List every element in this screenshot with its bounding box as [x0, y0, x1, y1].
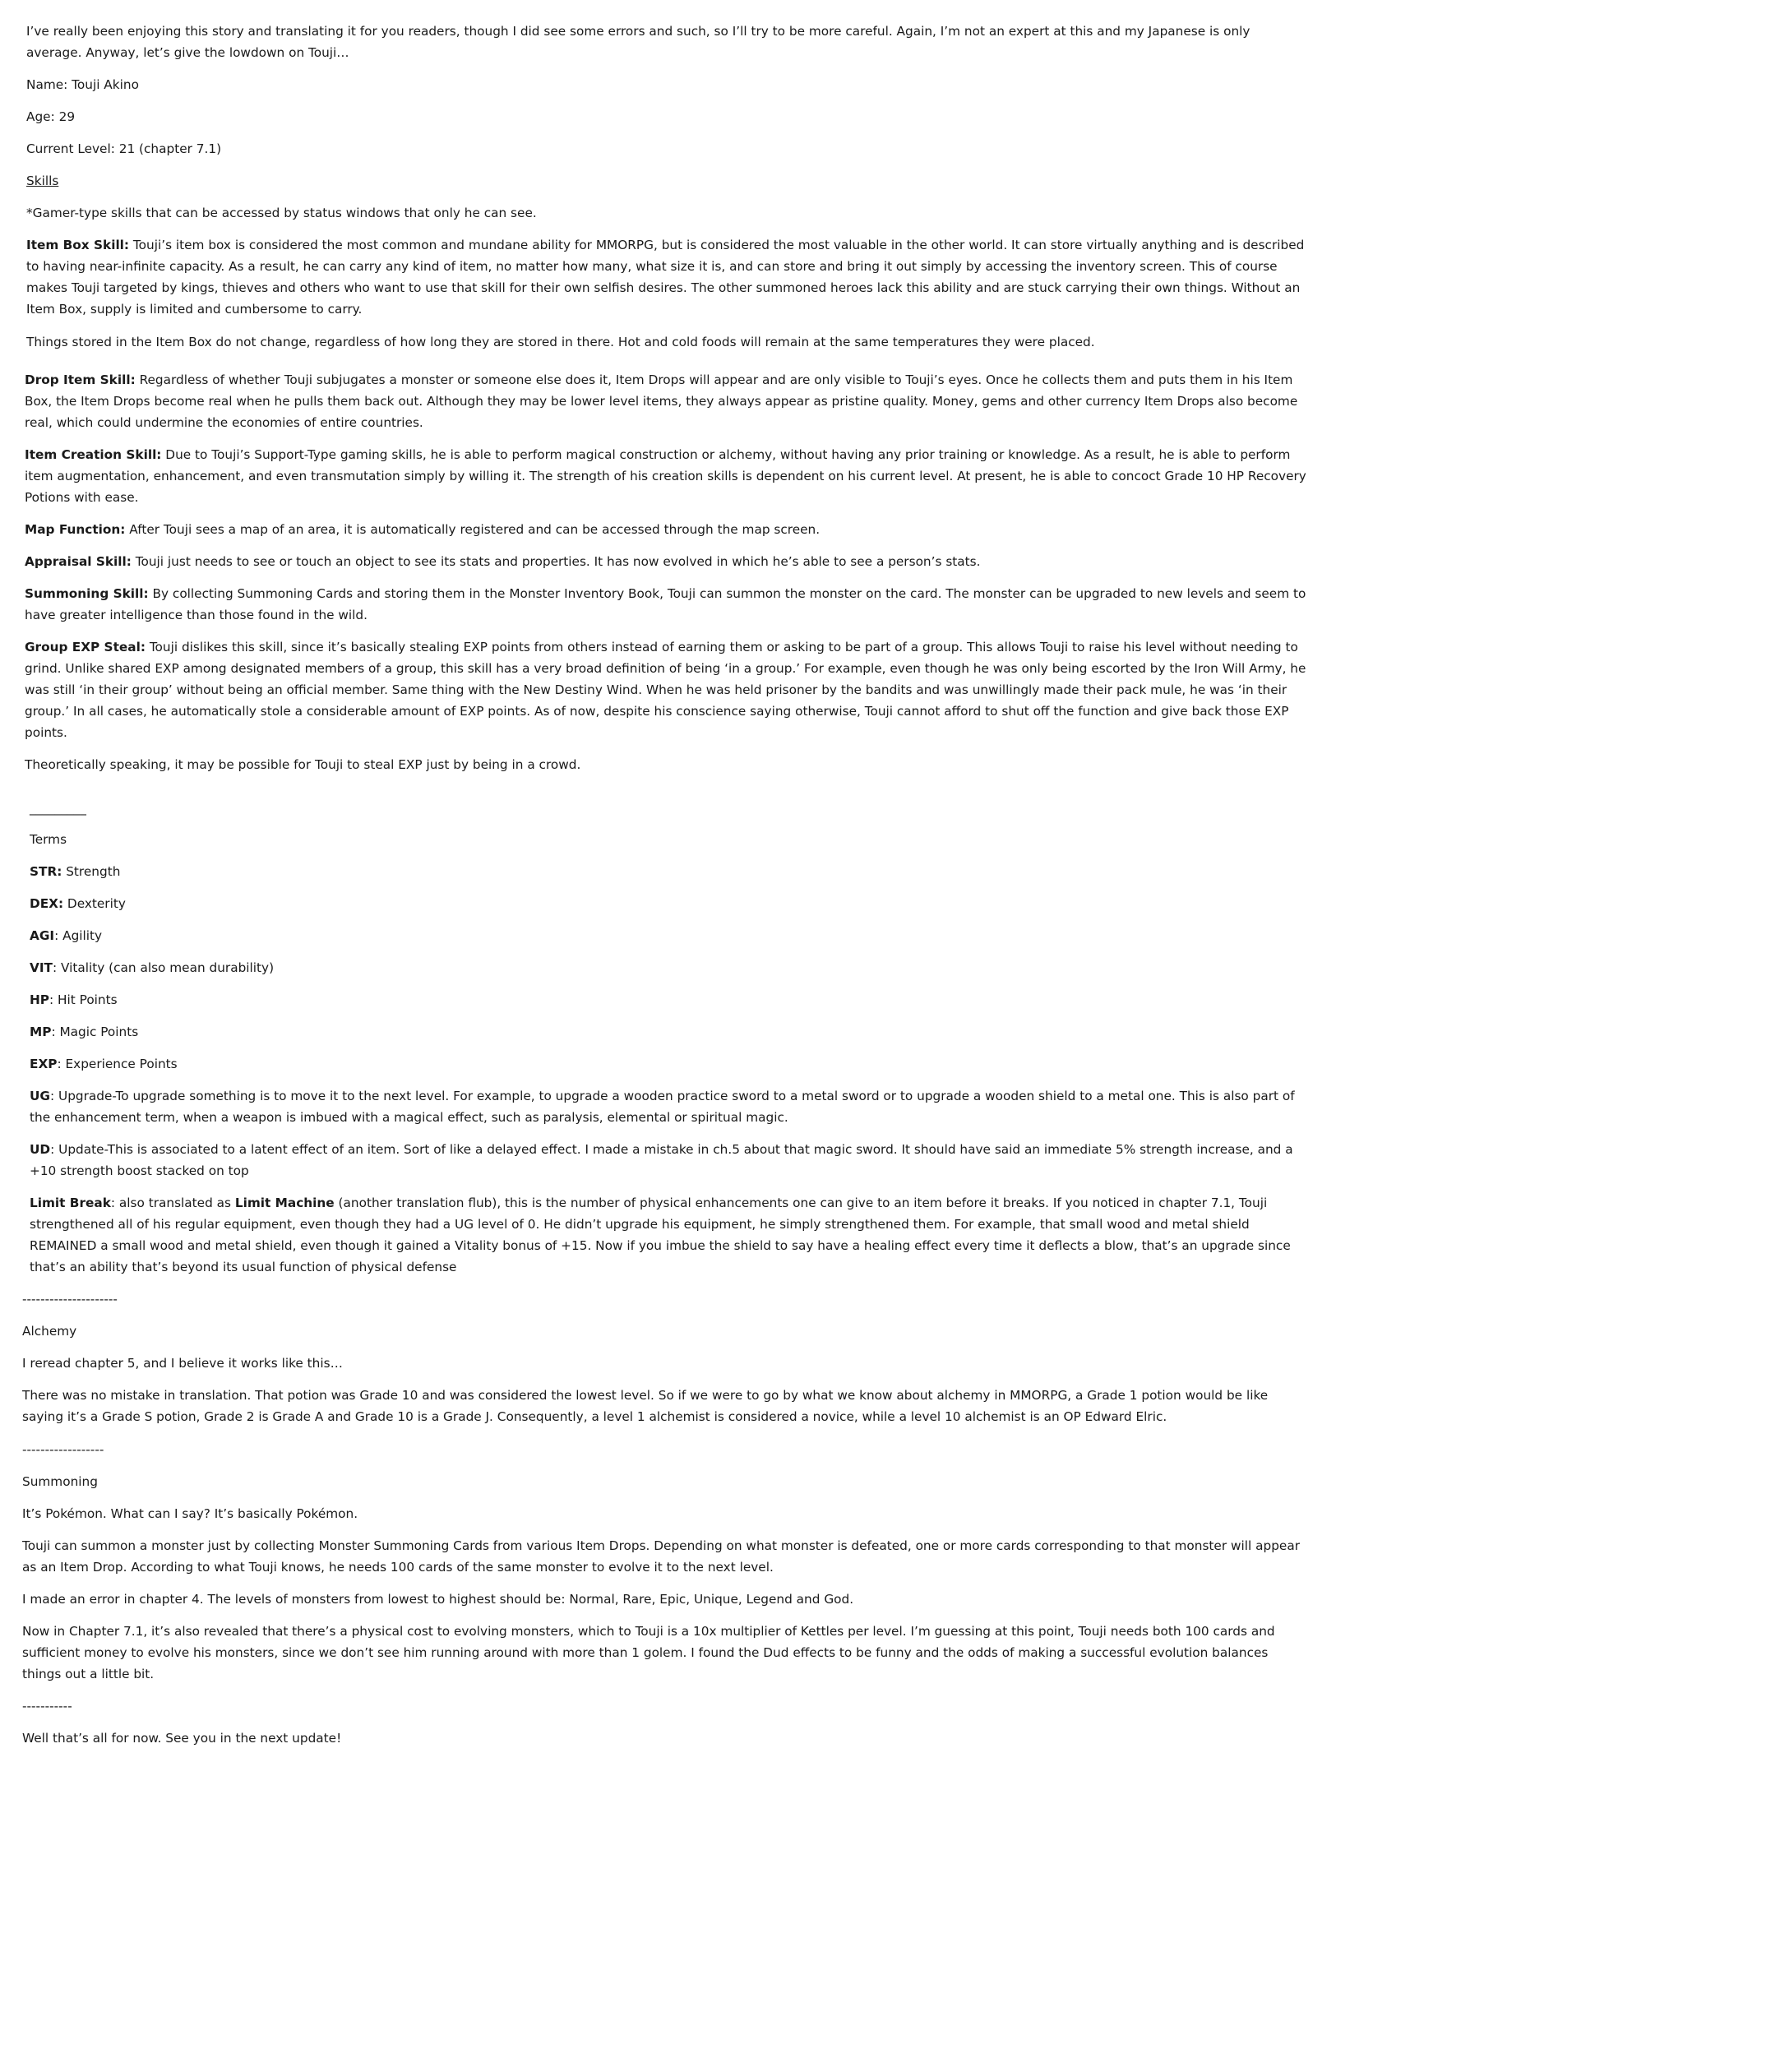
alchemy-paragraph: There was no mistake in translation. That potion was Grade 10 and was considered the lowest level. So if we were to go by what we know about alchemy in MMORPG, a Grade 1 potion would be like saying it’s a Grade S potion, Grade 2 is Grade A and Grade 10 is a Grade J. Consequently, a level 1 alchemist is considered a novice, while a level 10 alchemist is an OP Edward Elric.: [22, 1388, 1269, 1424]
skill-description: Touji just needs to see or touch an object to see its stats and properties. It has now evolved in which he’s able to see a person’s stats.: [131, 554, 981, 569]
term-agi: [30, 925, 1312, 946]
term-ug: [30, 1085, 1312, 1128]
skill-name: Item Creation Skill:: [25, 447, 162, 462]
profile-age: Age: 29: [26, 109, 76, 124]
term-abbr: STR:: [30, 864, 62, 879]
term-abbr-alt: Limit Machine: [234, 1196, 335, 1210]
term-definition: (another translation flub), this is the number of physical enhancements one can give to an item before it breaks. If you noticed in chapter 7.1, Touji strengthened all of his regular equipment, even though they had a UG level of 0. He didn’t upgrade his equipment, he simply strengthened them. For example, that small wood and metal shield REMAINED a small wood and metal shield, even though it gained a Vitality bonus of +15. Now if you imbue the shield to say have a healing effect every time it deflects a blow, that’s an upgrade since that’s an ability that’s beyond its usual function of physical defense: [30, 1196, 1291, 1274]
term-definition: : Experience Points: [57, 1057, 178, 1071]
term-definition: : also translated as: [110, 1196, 235, 1210]
skill-item-box-note: [26, 331, 1309, 353]
skill-description: Things stored in the Item Box do not change, regardless of how long they are stored in there. Hot and cold foods will remain at the same temperatures they were placed.: [26, 335, 1095, 349]
skill-name: Map Function:: [25, 522, 126, 537]
skill-drop-item: [25, 369, 1307, 433]
intro-paragraph: I’ve really been enjoying this story and translating it for you readers, though I did see some errors and such, so I’ll try to be more careful. Again, I’m not an expert at this and my Japanese is only average. Anyway, let’s give the lowdown on Touji…: [26, 24, 1250, 60]
term-abbr: Limit Break: [30, 1196, 111, 1210]
term-definition: : Hit Points: [49, 992, 118, 1007]
term-abbr: MP: [30, 1024, 52, 1039]
skill-description: Regardless of whether Touji subjugates a monster or someone else does it, Item Drops will appear and are only visible to Touji’s eyes. Once he collects them and puts them in his Item Box, the Item Drops become real when he pulls them back out. Although they may be lower level items, they always appear as pristine quality. Money, gems and other currency Item Drops also become real, which could undermine the economies of entire countries.: [25, 372, 1298, 430]
term-definition: Strength: [62, 864, 121, 879]
term-definition: : Agility: [54, 928, 103, 943]
skills-note: *Gamer-type skills that can be accessed by status windows that only he can see.: [26, 206, 537, 220]
term-vit: [30, 957, 1312, 978]
summoning-paragraph: It’s Pokémon. What can I say? It’s basically Pokémon.: [22, 1506, 358, 1521]
alchemy-divider: ---------------------: [22, 1292, 118, 1307]
skill-group-exp-steal: [25, 636, 1307, 743]
term-abbr: AGI: [30, 928, 55, 943]
terms-heading: Terms: [30, 832, 67, 847]
alchemy-heading: Alchemy: [22, 1324, 77, 1339]
skill-summoning: [25, 583, 1307, 626]
term-definition: : Upgrade-To upgrade something is to move it to the next level. For example, to upgrade a wooden practice sword to a metal sword or to upgrade a wooden shield to a metal one. This is also part of the enhancement term, when a weapon is imbued with a magical effect, such as paralysis, elemental or spiritual magic.: [30, 1089, 1295, 1125]
skill-group-exp-note: [25, 754, 1307, 775]
skill-item-box: [26, 234, 1309, 320]
alchemy-paragraph: I reread chapter 5, and I believe it works like this…: [22, 1356, 343, 1371]
skill-description: After Touji sees a map of an area, it is automatically registered and can be accessed through the map screen.: [125, 522, 821, 537]
skill-name: Summoning Skill:: [25, 586, 149, 601]
term-definition: Dexterity: [63, 896, 126, 911]
terms-divider: _________: [30, 801, 86, 816]
skill-item-creation: [25, 444, 1307, 508]
term-abbr: UD: [30, 1142, 51, 1157]
summoning-paragraph: Now in Chapter 7.1, it’s also revealed that there’s a physical cost to evolving monsters, which to Touji is a 10x multiplier of Kettles per level. I’m guessing at this point, Touji needs both 100 cards and sufficient money to evolve his monsters, since we don’t see him running around with more than 1 golem. I found the Dud effects to be funny and the odds of making a successful evolution balances things out a little bit.: [22, 1624, 1275, 1681]
skill-map-function: [25, 519, 1307, 540]
skill-description: By collecting Summoning Cards and storing them in the Monster Inventory Book, Touji can summon the monster on the card. The monster can be upgraded to new levels and seem to have greater intelligence than those found in the wild.: [25, 586, 1306, 622]
closing-paragraph: Well that’s all for now. See you in the next update!: [22, 1731, 342, 1746]
term-limit-break: [30, 1192, 1312, 1278]
closing-divider: -----------: [22, 1699, 72, 1714]
term-definition: : Update-This is associated to a latent effect of an item. Sort of like a delayed effect. I made a mistake in ch.5 about that magic sword. It should have said an immediate 5% strength increase, and a +10 strength boost stacked on top: [30, 1142, 1293, 1178]
skill-name: Item Box Skill:: [26, 238, 130, 252]
term-definition: : Magic Points: [51, 1024, 139, 1039]
skill-description: Touji’s item box is considered the most common and mundane ability for MMORPG, but is considered the most valuable in the other world. It can store virtually anything and is described to having near-infinite capacity. As a result, he can carry any kind of item, no matter how many, what size it is, and can store and bring it out simply by accessing the inventory screen. This of course makes Touji targeted by kings, thieves and others who want to use that skill for their own selfish desires. The other summoned heroes lack this ability and are stuck carrying their own things. Without an Item Box, supply is limited and cumbersome to carry.: [26, 238, 1305, 317]
term-exp: [30, 1053, 1312, 1075]
term-str: [30, 861, 1312, 882]
term-abbr: VIT: [30, 960, 53, 975]
summoning-heading: Summoning: [22, 1474, 98, 1489]
skill-appraisal: [25, 551, 1307, 572]
skill-description: Touji dislikes this skill, since it’s basically stealing EXP points from others instead of earning them or asking to be part of a group. This allows Touji to raise his level without needing to grind. Unlike shared EXP among designated members of a group, this skill has a very broad definition of being ‘in a group.’ For example, even though he was only being escorted by the Iron Will Army, he was still ‘in their group’ without being an official member. Same thing with the New Destiny Wind. When he was held prisoner by the bandits and was unwillingly made their pack mule, he was ‘in their group.’ In all cases, he automatically stole a considerable amount of EXP points. As of now, despite his conscience saying otherwise, Touji cannot afford to shut off the function and give back those EXP points.: [25, 640, 1306, 740]
term-abbr: EXP: [30, 1057, 58, 1071]
term-ud: [30, 1139, 1312, 1182]
summoning-paragraph: Touji can summon a monster just by collecting Monster Summoning Cards from various Item Drops. Depending on what monster is defeated, one or more cards corresponding to that monster will appear as an Item Drop. According to what Touji knows, he needs 100 cards of the same monster to evolve it to the next level.: [22, 1538, 1300, 1575]
skills-heading: Skills: [26, 173, 59, 188]
term-abbr: DEX:: [30, 896, 64, 911]
term-abbr: UG: [30, 1089, 50, 1103]
term-dex: [30, 893, 1312, 914]
term-definition: : Vitality (can also mean durability): [52, 960, 275, 975]
summoning-paragraph: I made an error in chapter 4. The levels of monsters from lowest to highest should be: Normal, Rare, Epic, Unique, Legend and God.: [22, 1592, 854, 1607]
skill-name: Group EXP Steal:: [25, 640, 146, 654]
skill-name: Appraisal Skill:: [25, 554, 132, 569]
summoning-divider: ------------------: [22, 1442, 104, 1457]
term-abbr: HP: [30, 992, 50, 1007]
term-mp: [30, 1021, 1312, 1043]
skill-description: Due to Touji’s Support-Type gaming skills, he is able to perform magical construction or alchemy, without having any prior training or knowledge. As a result, he is able to perform item augmentation, enhancement, and even transmutation simply by willing it. The strength of his creation skills is dependent on his current level. At present, he is able to concoct Grade 10 HP Recovery Potions with ease.: [25, 447, 1306, 505]
term-hp: [30, 989, 1312, 1011]
profile-name: Name: Touji Akino: [26, 77, 139, 92]
skill-name: Drop Item Skill:: [25, 372, 136, 387]
skill-description: Theoretically speaking, it may be possible for Touji to steal EXP just by being in a crowd.: [25, 757, 581, 772]
profile-level: Current Level: 21 (chapter 7.1): [26, 141, 222, 156]
